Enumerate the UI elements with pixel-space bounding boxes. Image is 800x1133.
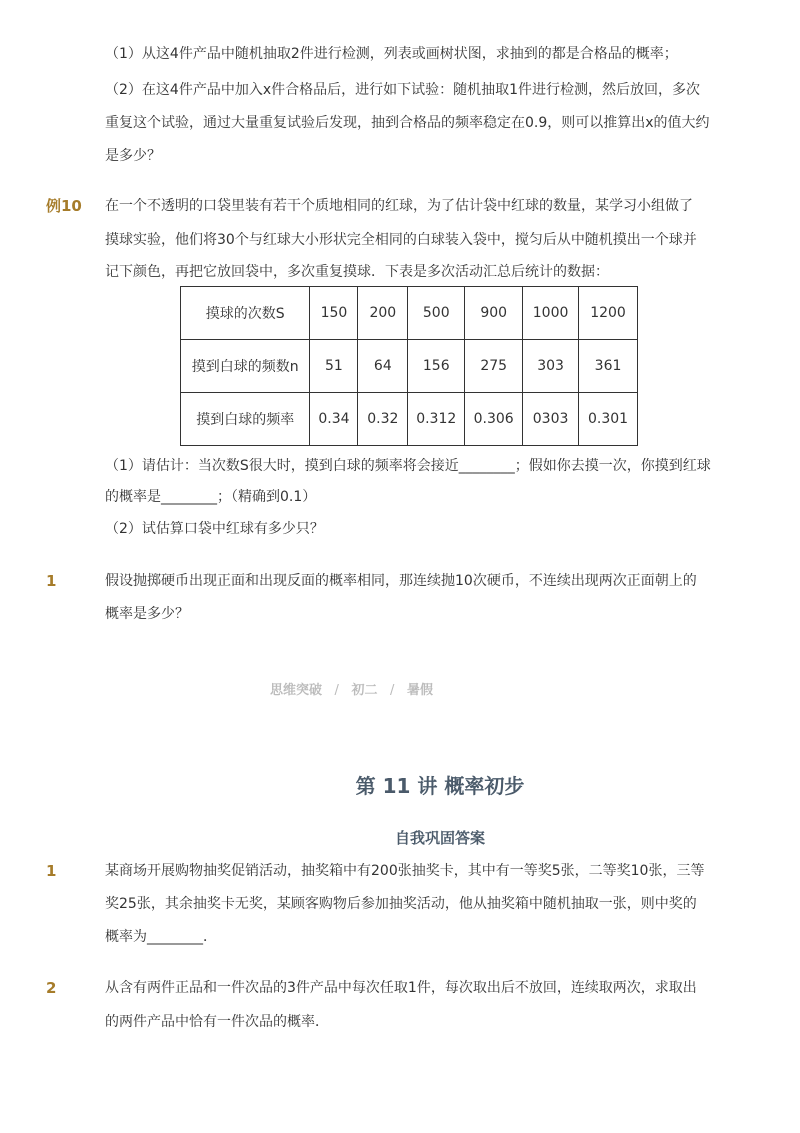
- table-cell: 303: [523, 340, 579, 393]
- footer-separator: /: [390, 683, 395, 698]
- answer-2-line-1: 从含有两件正品和一件次品的3件产品中每次任取1件，每次取出后不放回，连续取两次，求取出: [105, 980, 697, 996]
- table-row: [181, 287, 638, 340]
- answer-1-line-2: 奖25张，其余抽奖卡无奖，某顾客购物后参加抽奖活动，他从抽奖箱中随机抽取一张，则中奖的: [105, 896, 697, 912]
- footer-series: 思维突破: [270, 683, 323, 698]
- table-cell: 0.34: [310, 393, 358, 446]
- footer-term: 暑假: [406, 683, 433, 698]
- answer-1-line-1: 某商场开展购物抽奖促销活动，抽奖箱中有200张抽奖卡，其中有一等奖5张，二等奖10张，三等: [105, 863, 705, 879]
- table-row-label: 摸到白球的频率: [181, 393, 310, 446]
- answer-1-line-3: 概率为________．: [105, 929, 217, 945]
- prev-question-2-line-1: （2）在这4件产品中加入x件合格品后，进行如下试验：随机抽取1件进行检测，然后放回，多次: [105, 82, 701, 98]
- footer-separator: /: [334, 683, 339, 698]
- data-table: [180, 286, 638, 446]
- table-cell: 156: [408, 340, 465, 393]
- table-cell: 0.32: [358, 393, 408, 446]
- prev-question-1: （1）从这4件产品中随机抽取2件进行检测，列表或画树状图，求抽到的都是合格品的概率；: [105, 46, 678, 62]
- table-cell: 900: [465, 287, 523, 340]
- table-cell: 361: [579, 340, 638, 393]
- table-row: [181, 393, 638, 446]
- answer-2-line-2: 的两件产品中恰有一件次品的概率．: [105, 1014, 329, 1030]
- prev-question-2-line-3: 是多少？: [105, 148, 161, 164]
- table-cell: 51: [310, 340, 358, 393]
- exercise-text-line-2: 概率是多少？: [105, 606, 189, 622]
- example-text-line-3: 记下颜色，再把它放回袋中，多次重复摸球．下表是多次活动汇总后统计的数据：: [105, 264, 609, 280]
- prev-question-2-line-2: 重复这个试验，通过大量重复试验后发现，抽到合格品的频率稳定在0.9，则可以推算出x的值大约: [105, 115, 710, 131]
- table-cell: 1200: [579, 287, 638, 340]
- table-row-label: 摸到白球的频数n: [181, 340, 310, 393]
- page-footer: [270, 681, 433, 701]
- example-question-1-line-1: （1）请估计：当次数S很大时，摸到白球的频率将会接近________；假如你去摸一次，你摸到红球: [105, 458, 711, 474]
- example-text-line-2: 摸球实验，他们将30个与红球大小形状完全相同的白球装入袋中，搅匀后从中随机摸出一个球并: [105, 232, 697, 248]
- table-cell: 0303: [523, 393, 579, 446]
- table-row: [181, 340, 638, 393]
- example-question-1-line-2: 的概率是________；（精确到0.1）: [105, 489, 317, 505]
- example-text-line-1: 在一个不透明的口袋里装有若干个质地相同的红球，为了估计袋中红球的数量，某学习小组做了: [105, 198, 693, 214]
- table-row-label: 摸球的次数S: [181, 287, 310, 340]
- footer-grade: 初二: [351, 683, 378, 698]
- table-cell: 64: [358, 340, 408, 393]
- table-cell: 0.306: [465, 393, 523, 446]
- table-cell: 1000: [523, 287, 579, 340]
- example-question-2: （2）试估算口袋中红球有多少只？: [105, 521, 324, 537]
- table-cell: 200: [358, 287, 408, 340]
- section-subtitle: 自我巩固答案: [394, 829, 485, 847]
- table-cell: 150: [310, 287, 358, 340]
- table-cell: 500: [408, 287, 465, 340]
- answer-number: 2: [46, 979, 57, 997]
- table-cell: 0.301: [579, 393, 638, 446]
- lecture-title: 第 11 讲 概率初步: [355, 774, 525, 798]
- table-cell: 0.312: [408, 393, 465, 446]
- exercise-text-line-1: 假设抛掷硬币出现正面和出现反面的概率相同，那连续抛10次硬币，不连续出现两次正面朝上的: [105, 573, 697, 589]
- answer-number: 1: [46, 862, 57, 880]
- table-cell: 275: [465, 340, 523, 393]
- exercise-number: 1: [46, 572, 57, 590]
- example-label: 例10: [46, 197, 82, 215]
